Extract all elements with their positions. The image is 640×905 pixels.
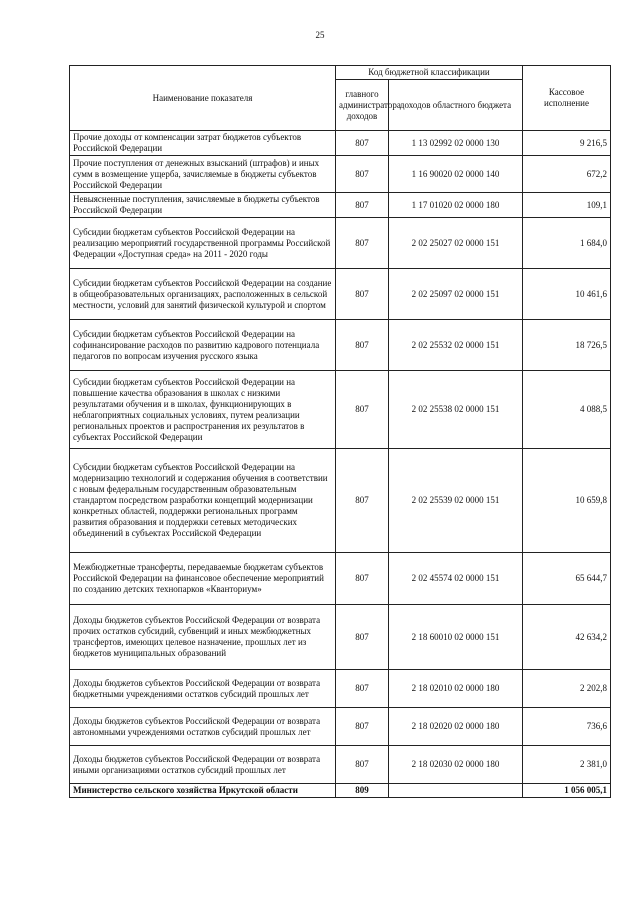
total-row-name: Министерство сельского хозяйства Иркутской области — [70, 784, 336, 798]
total-row-admin-code: 809 — [336, 784, 389, 798]
row-admin-code: 807 — [336, 193, 389, 218]
row-execution: 18 726,5 — [523, 320, 611, 371]
row-admin-code: 807 — [336, 708, 389, 746]
row-name: Субсидии бюджетам субъектов Российской Федерации на создание в общеобразовательных организациях, расположенных в сельской местности, условий для занятий физической культурой и спортом — [70, 269, 336, 320]
row-name: Субсидии бюджетам субъектов Российской Федерации на реализацию мероприятий государственной программы Российской Федерации «Доступная среда» на 2011 - 2020 годы — [70, 218, 336, 269]
row-execution: 2 202,8 — [523, 670, 611, 708]
row-execution: 109,1 — [523, 193, 611, 218]
row-execution: 2 381,0 — [523, 746, 611, 784]
total-row-execution: 1 056 005,1 — [523, 784, 611, 798]
row-execution: 1 684,0 — [523, 218, 611, 269]
header-chief-administrator: главного администратора доходов — [336, 80, 389, 131]
row-name: Прочие поступления от денежных взысканий (штрафов) и иных сумм в возмещение ущерба, зачисляемые в бюджеты субъектов Российской Федерации — [70, 156, 336, 193]
row-name: Субсидии бюджетам субъектов Российской Федерации на софинансирование расходов по развитию кадрового потенциала педагогов по вопросам изучения русского языка — [70, 320, 336, 371]
header-cash-execution: Кассовое исполнение — [523, 66, 611, 131]
row-name: Доходы бюджетов субъектов Российской Федерации от возврата прочих остатков субсидий, субвенций и иных межбюджетных трансфертов, имеющих целевое назначение, прошлых лет из бюджетов муниципальных образований — [70, 605, 336, 670]
table-row — [70, 156, 611, 193]
row-budget-code: 2 02 45574 02 0000 151 — [389, 553, 523, 605]
row-admin-code: 807 — [336, 320, 389, 371]
budget-table — [69, 65, 611, 798]
row-admin-code: 807 — [336, 131, 389, 156]
table-row-total — [70, 784, 611, 798]
table-row — [70, 605, 611, 670]
row-name: Невыясненные поступления, зачисляемые в бюджеты субъектов Российской Федерации — [70, 193, 336, 218]
row-execution: 42 634,2 — [523, 605, 611, 670]
row-budget-code: 2 18 02020 02 0000 180 — [389, 708, 523, 746]
row-admin-code: 807 — [336, 156, 389, 193]
row-name: Прочие доходы от компенсации затрат бюджетов субъектов Российской Федерации — [70, 131, 336, 156]
row-name: Доходы бюджетов субъектов Российской Федерации от возврата автономными учреждениями остатков субсидий прошлых лет — [70, 708, 336, 746]
row-budget-code: 2 18 02030 02 0000 180 — [389, 746, 523, 784]
row-admin-code: 807 — [336, 218, 389, 269]
row-budget-code: 2 02 25539 02 0000 151 — [389, 449, 523, 553]
row-execution: 672,2 — [523, 156, 611, 193]
table-row — [70, 553, 611, 605]
row-admin-code: 807 — [336, 449, 389, 553]
row-name: Межбюджетные трансферты, передаваемые бюджетам субъектов Российской Федерации на финансовое обеспечение мероприятий по созданию детских технопарков «Кванториум» — [70, 553, 336, 605]
row-budget-code: 1 17 01020 02 0000 180 — [389, 193, 523, 218]
row-execution: 736,6 — [523, 708, 611, 746]
row-budget-code: 2 02 25097 02 0000 151 — [389, 269, 523, 320]
row-budget-code: 2 02 25532 02 0000 151 — [389, 320, 523, 371]
row-execution: 9 216,5 — [523, 131, 611, 156]
table-row — [70, 269, 611, 320]
row-budget-code: 1 16 90020 02 0000 140 — [389, 156, 523, 193]
table-row — [70, 746, 611, 784]
row-budget-code: 2 02 25538 02 0000 151 — [389, 371, 523, 449]
row-admin-code: 807 — [336, 371, 389, 449]
table-row — [70, 320, 611, 371]
table-row — [70, 193, 611, 218]
row-budget-code: 2 18 60010 02 0000 151 — [389, 605, 523, 670]
row-execution: 65 644,7 — [523, 553, 611, 605]
header-budget-classification-code: Код бюджетной классификации — [336, 66, 523, 80]
row-budget-code: 1 13 02992 02 0000 130 — [389, 131, 523, 156]
row-admin-code: 807 — [336, 746, 389, 784]
row-name: Доходы бюджетов субъектов Российской Федерации от возврата иными организациями остатков субсидий прошлых лет — [70, 746, 336, 784]
row-name: Доходы бюджетов субъектов Российской Федерации от возврата бюджетными учреждениями остатков субсидий прошлых лет — [70, 670, 336, 708]
page-number: 25 — [315, 30, 325, 40]
row-execution: 4 088,5 — [523, 371, 611, 449]
table-row — [70, 371, 611, 449]
total-row-budget-code — [389, 784, 523, 798]
table-row — [70, 218, 611, 269]
header-indicator-name: Наименование показателя — [70, 66, 336, 131]
header-regional-budget-revenue: доходов областного бюджета — [389, 80, 523, 131]
row-name: Субсидии бюджетам субъектов Российской Федерации на повышение качества образования в школах с низкими результатами обучения и в школах, функционирующих в неблагоприятных социальных условиях, путем реализации региональных проектов и распространения их результатов в субъектах Российской Федерации — [70, 371, 336, 449]
table-row — [70, 670, 611, 708]
table-row — [70, 708, 611, 746]
row-admin-code: 807 — [336, 269, 389, 320]
table-row — [70, 131, 611, 156]
row-admin-code: 807 — [336, 605, 389, 670]
row-budget-code: 2 02 25027 02 0000 151 — [389, 218, 523, 269]
row-budget-code: 2 18 02010 02 0000 180 — [389, 670, 523, 708]
row-name: Субсидии бюджетам субъектов Российской Федерации на модернизацию технологий и содержания обучения в соответствии с новым федеральным государственным образовательным стандартом посредством разработки концепций модернизации конкретных областей, поддержки региональных программ развития образования и поддержки сетевых методических объединений в субъектах Российской Федерации — [70, 449, 336, 553]
table-row — [70, 449, 611, 553]
row-admin-code: 807 — [336, 553, 389, 605]
row-admin-code: 807 — [336, 670, 389, 708]
row-execution: 10 461,6 — [523, 269, 611, 320]
row-execution: 10 659,8 — [523, 449, 611, 553]
